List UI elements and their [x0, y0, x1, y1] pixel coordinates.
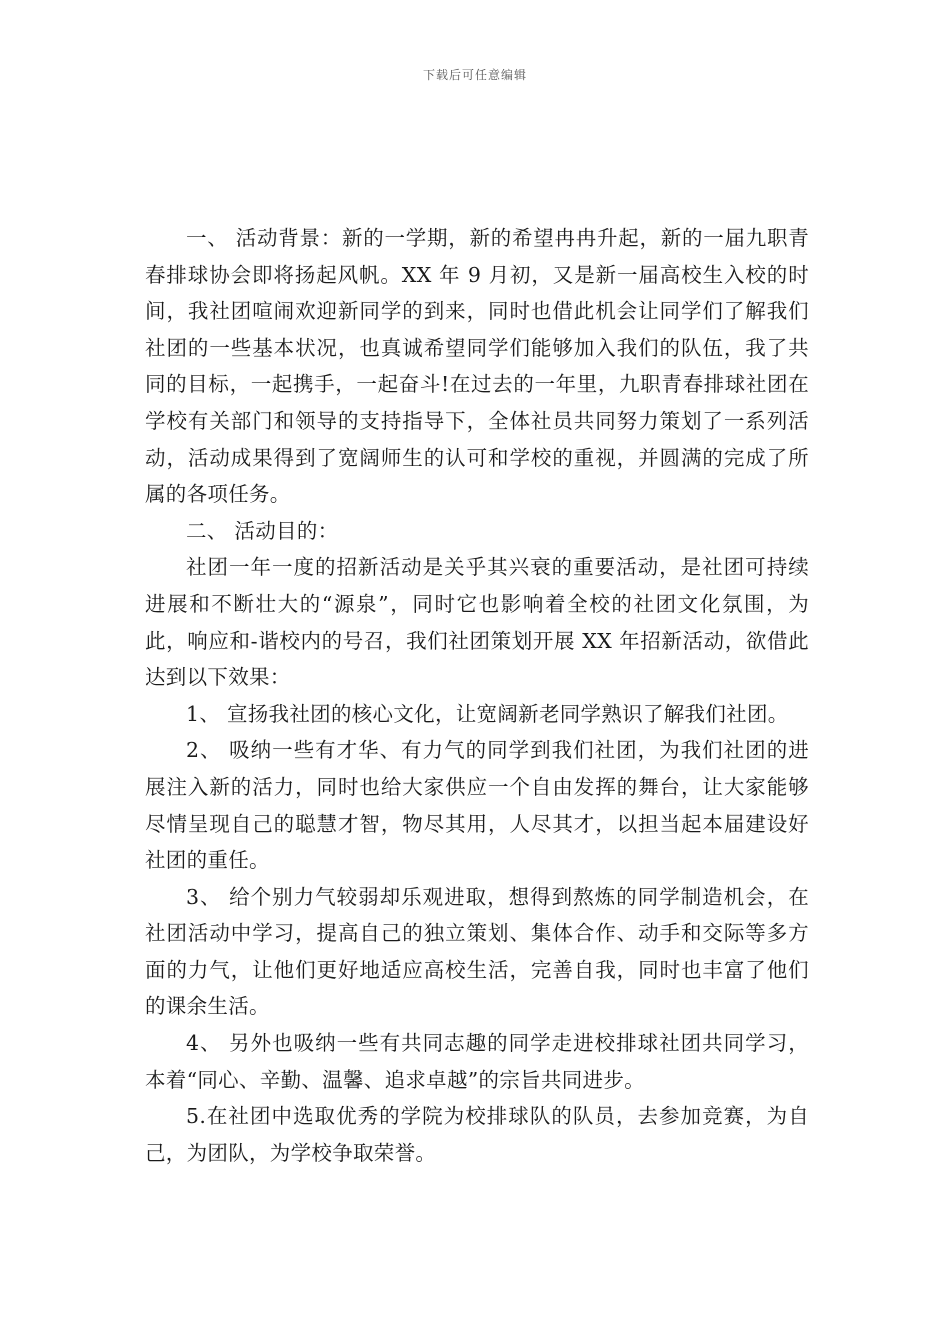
document-body: [145, 220, 809, 1171]
paragraph-item-4: 4、 另外也吸纳一些有共同志趣的同学走进校排球社团共同学习，本着“同心、辛勤、温馨、追求卓越”的宗旨共同进步。: [145, 1031, 809, 1092]
paragraph-item-1: 1、 宣扬我社团的核心文化，让宽阔新老同学熟识了解我们社团。: [186, 701, 789, 726]
paragraph-purpose-heading: 二、 活动目的：: [186, 518, 339, 543]
paragraph-item-5: 5.在社团中选取优秀的学院为校排球队的队员，去参加竞赛，为自己，为团队，为学校争取荣誉。: [145, 1104, 809, 1165]
paragraph-purpose-intro: 社团一年一度的招新活动是关乎其兴衰的重要活动，是社团可持续进展和不断壮大的“源泉”，同时它也影响着全校的社团文化氛围，为此，响应和-谐校内的号召，我们社团策划开展 XX 年招新活动，欲借此达到以下效果：: [145, 555, 809, 690]
paragraph-item-3: 3、 给个别力气较弱却乐观进取，想得到熬炼的同学制造机会，在社团活动中学习，提高自己的独立策划、集体合作、动手和交际等多方面的力气，让他们更好地适应高校生活，完善自我，同时也丰富了他们的课余生活。: [145, 884, 809, 1019]
paragraph-background: 一、 活动背景：新的一学期，新的希望冉冉升起，新的一届九职青春排球协会即将扬起风帆。XX 年 9 月初，又是新一届高校生入校的时间，我社团喧闹欢迎新同学的到来，同时也借此机会让同学们了解我们社团的一些基本状况，也真诚希望同学们能够加入我们的队伍，我了共同的目标，一起携手，一起奋斗!在过去的一年里，九职青春排球社团在学校有关部门和领导的支持指导下，全体社员共同努力策划了一系列活动，活动成果得到了宽阔师生的认可和学校的重视，并圆满的完成了所属的各项任务。: [145, 226, 809, 507]
paragraph-item-2: 2、 吸纳一些有才华、有力气的同学到我们社团，为我们社团的进展注入新的活力，同时也给大家供应一个自由发挥的舞台，让大家能够尽情呈现自己的聪慧才智，物尽其用，人尽其才，以担当起本届建设好社团的重任。: [145, 738, 809, 873]
page-header: 下载后可任意编辑: [422, 68, 527, 82]
